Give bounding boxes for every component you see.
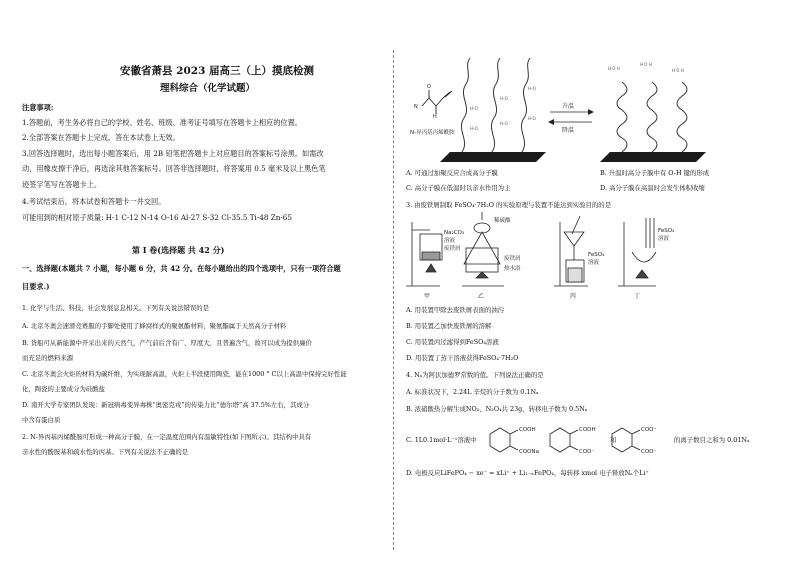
- q2-figure: [400, 50, 794, 168]
- q2-option-c: C. 高分子膜在低温时以亲水作用为主: [406, 184, 511, 192]
- q3-figure: [400, 212, 794, 300]
- benzene-ring-icon: [550, 428, 570, 452]
- benzene-ring-icon: [490, 428, 510, 452]
- svg-text:COO⁻: COO⁻: [641, 427, 657, 433]
- exam-subtitle: 理科综合（化学试题）: [160, 83, 256, 94]
- label-acid: 稀硫酸: [494, 218, 511, 224]
- section-intro: 目要求.): [22, 282, 50, 291]
- atomic-masses: 可能用到的相对原子质量: H-1 C-12 N-14 O-16 Al-27 S-32 Cl-35.5 Ti-48 Zn-65: [22, 213, 292, 222]
- label-bing: 丙: [570, 293, 577, 300]
- label-scrap2: 废铁屑: [504, 256, 521, 262]
- q1-option-c: C. 北京冬奥会火炬的材料为碳纤维，为实现耐高温，火炬上半段使用陶瓷，能在1000 ° C以上高温中保持完好性能: [22, 370, 347, 378]
- svg-text:H-O: H-O: [528, 86, 536, 91]
- label-na2co3: Na₂CO₃: [444, 230, 465, 236]
- svg-text:H O H: H O H: [640, 62, 652, 67]
- left-column: [0, 0, 388, 562]
- label-feso4-2: FeSO₄: [658, 228, 675, 234]
- q1-stem: 1. 化学与生活、科技、社会发展息息相关。下列有关说法错误的是: [22, 304, 210, 312]
- note-line: 迹签字笔写在答题卡上。: [22, 180, 102, 189]
- note-line: 动，用橡皮擦干净后，再选涂其他答案标号。回答非选择题时，将答案用 0.5 毫米及以上黑色笔: [22, 164, 326, 173]
- apparatus-bing-icon: [554, 216, 588, 286]
- label-feso4-solution: 溶液: [588, 260, 600, 266]
- column-divider: [393, 50, 394, 550]
- heat-up-label: 升温: [562, 103, 575, 110]
- q2-option-b: B. 升温时高分子膜中有 O-H 键的形成: [600, 169, 710, 177]
- q4-option-c: C. 1L0.1mol·L⁻¹溶液中: [406, 436, 477, 444]
- svg-text:H O H: H O H: [608, 66, 620, 71]
- svg-text:O: O: [427, 84, 431, 90]
- exam-title: 安徽省萧县 2023 届高三（上）摸底检测: [120, 65, 315, 77]
- label-hot-water: 热水浴: [504, 266, 521, 272]
- apparatus-ding-icon: [618, 218, 656, 286]
- q2-option-a: A. 可通过加聚反应合成高分子膜: [406, 169, 498, 177]
- q1-option-a: A. 北京冬奥会速滑竞赛服的手脚处使用了蜂窝样式的聚氨酯材料，聚氨酯属于天然高分子材料: [22, 322, 287, 330]
- q1-option-b: 而充足的燃料来源: [22, 354, 74, 362]
- note-line: 4.考试结束后，将本试卷和答题卡一并交回。: [22, 197, 166, 206]
- molecule-label: N-异丙基丙烯酰胺: [410, 130, 455, 136]
- note-line: 3.回答选择题时，选出每小题答案后，用 2B 铅笔把答题卡上对应题目的答案标号涂黑。如需改: [22, 149, 324, 158]
- q1-option-d: 中含有蛋白质: [22, 416, 61, 424]
- q4-option-c-and: 和: [610, 436, 617, 444]
- label-solution: 溶液: [444, 238, 456, 244]
- label-scrap: 废铁屑: [444, 246, 461, 252]
- svg-text:COONa: COONa: [519, 449, 539, 455]
- cool-down-label: 降温: [562, 127, 575, 134]
- label-ding: 丁: [634, 293, 641, 300]
- q4-structures: [486, 420, 686, 460]
- section-intro: 一、选择题(本题共 7 小题，每小题 6 分，共 42 分。在每小题给出的四个选项中，只有一项符合题: [22, 264, 341, 273]
- q3-option-a: A. 用装置甲除去废铁屑表面的油污: [406, 306, 505, 314]
- svg-text:H: H: [433, 114, 437, 120]
- svg-text:H-O: H-O: [500, 121, 508, 126]
- svg-text:COO⁻: COO⁻: [641, 449, 657, 455]
- svg-text:COOH: COOH: [579, 427, 596, 433]
- q3-option-b: B. 用装置乙加快废铁屑的溶解: [406, 322, 492, 330]
- polymer-chains-coiled-icon: [617, 82, 687, 152]
- note-line: 2.全部答案在答题卡上完成，答在本试卷上无效。: [22, 133, 180, 142]
- right-column: [400, 0, 794, 562]
- svg-text:COOH: COOH: [519, 427, 536, 433]
- q3-option-c: C. 用装置丙过滤得到FeSO₄溶液: [406, 338, 499, 346]
- q4-stem: 4. Nₐ为阿伏加德罗常数的值。下列说法正确的是: [406, 371, 544, 379]
- section-title: 第 Ⅰ 卷(选择题 共 42 分): [132, 245, 225, 255]
- q4-option-c-tail: 的离子数目之和为 0.01Nₐ: [674, 436, 750, 444]
- q3-stem: 3. 由废铁屑制取 FeSO₄·7H₂O 的实验原理与装置不能达到实验目的的是: [406, 201, 612, 209]
- svg-text:H O H: H O H: [672, 68, 684, 73]
- svg-text:COO⁻: COO⁻: [579, 449, 595, 455]
- q2-option-d: D. 高分子膜在高温时会发生体积收缩: [600, 184, 705, 192]
- q3-option-d: D. 用装置丁蒸干溶液获得FeSO₄·7H₂O: [406, 354, 519, 362]
- molecule-structure-icon: [422, 90, 452, 114]
- q2-stem: 亲水性的酰胺基和疏水性的丙基。下列有关说法不正确的是: [22, 448, 189, 456]
- notes-heading: 注意事项:: [22, 103, 54, 112]
- q1-option-c: 化，陶瓷的主要成分为硅酸盐: [22, 385, 106, 393]
- polymer-chains-extended-icon: [461, 58, 530, 152]
- label-solution-2: 溶液: [658, 236, 670, 242]
- q2-stem: 2. N-异丙基丙烯酰胺可形成一种高分子膜，在一定温度范围内有温敏特性(如下图所示)。其结构中具有: [22, 433, 312, 441]
- label-feso4: FeSO₄: [588, 252, 605, 258]
- label-jia: 甲: [424, 293, 431, 300]
- substrate-left: [440, 152, 546, 162]
- q4-option-d: D. 电极反应LiFePO₄ − xe⁻ = xLi⁺ + Li₁₋ₓFePO₄，每转移 xmol 电子释放Nₐ个Li⁺: [406, 469, 649, 477]
- svg-text:H-O: H-O: [470, 106, 478, 111]
- substrate-right: [600, 152, 706, 162]
- svg-text:H-O: H-O: [500, 96, 508, 101]
- q1-option-b: B. 货船可从新能源中开采出来的天然气，产气前后含有广、厚度大，且普遍含气，故可以成为提供廉价: [22, 339, 312, 347]
- label-yi: 乙: [478, 293, 485, 300]
- svg-text:H-O: H-O: [470, 126, 478, 131]
- apparatus-jia-icon: [406, 222, 442, 286]
- q1-option-d: D. 南开大学专家团队发现：新冠病毒变异毒株“奥密克戎”的传染力比“德尔塔”高 37.5%左右，其成分: [22, 401, 310, 409]
- svg-text:H-O: H-O: [528, 116, 536, 121]
- svg-text:N: N: [414, 104, 418, 110]
- q4-option-a: A. 标准状况下，2.24L 辛烷的分子数为 0.1Nₐ: [406, 388, 539, 396]
- note-line: 1.答题前，考生务必将自己的学校、姓名、班级、准考证号填写在答题卡上相应的位置。: [22, 118, 302, 127]
- q4-option-b: B. 浓硝酸热分解生成NO₂、N₂O₄共 23g，转移电子数为 0.5Nₐ: [406, 405, 588, 413]
